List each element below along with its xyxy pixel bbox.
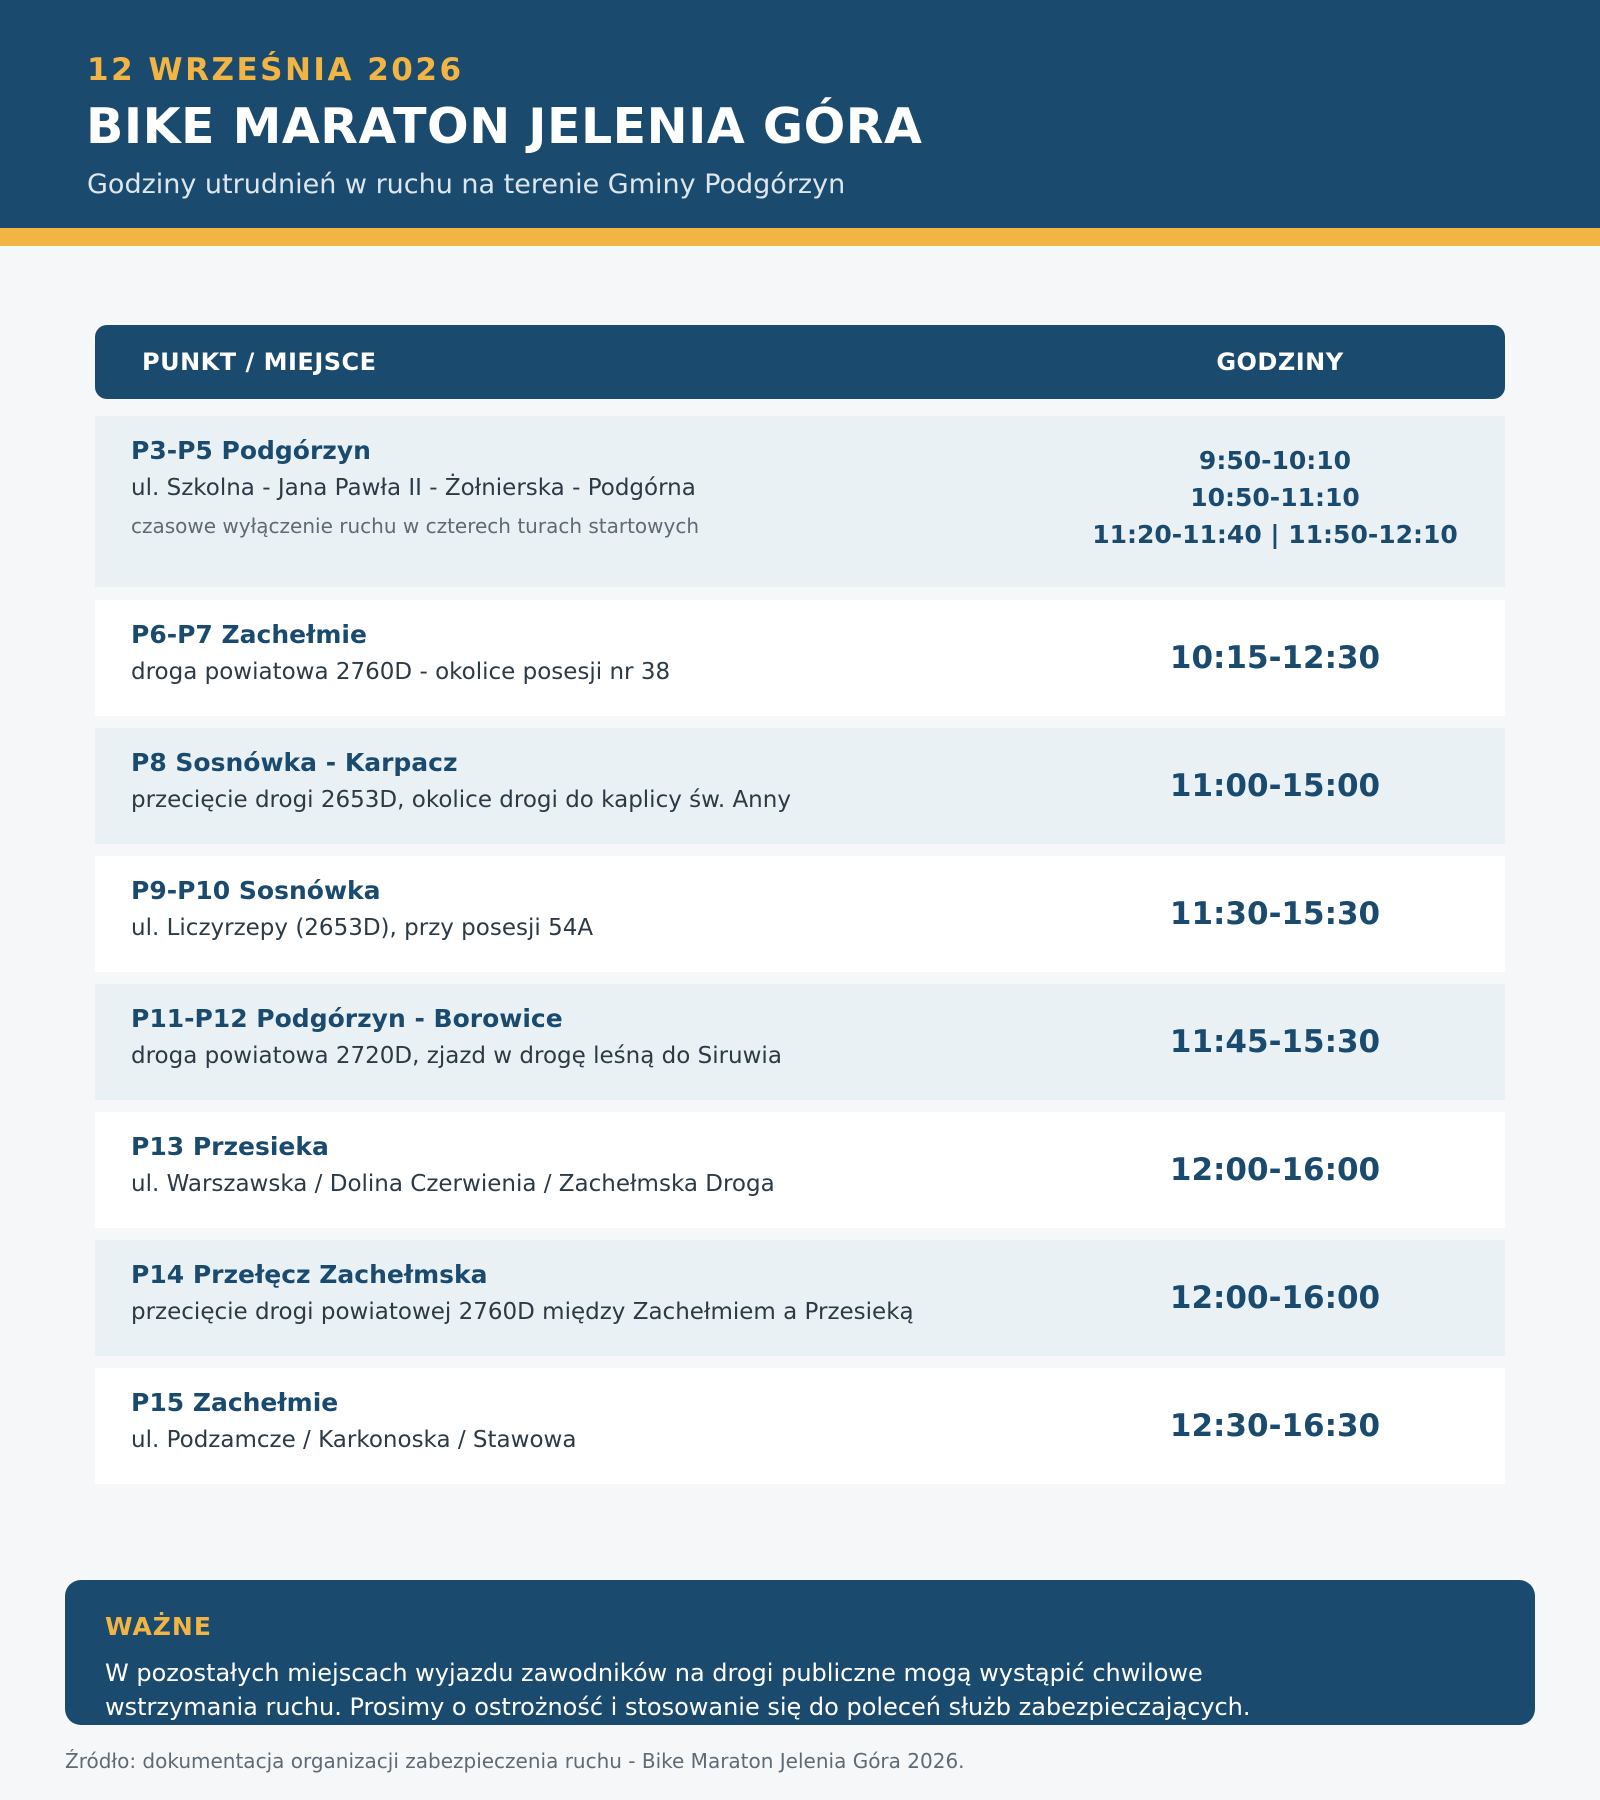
column-header-hours: GODZINY xyxy=(1216,348,1344,376)
row-place-name: P11-P12 Podgórzyn - Borowice xyxy=(131,1004,563,1033)
row-place-name: P9-P10 Sosnówka xyxy=(131,876,381,905)
table-row xyxy=(95,416,1505,587)
row-place-name: P3-P5 Podgórzyn xyxy=(131,436,371,465)
table-header xyxy=(95,325,1505,399)
row-hours xyxy=(1055,442,1495,553)
notice-line: W pozostałych miejscach wyjazdu zawodników na drogi publiczne mogą wystąpić chwilowe xyxy=(105,1659,1203,1687)
row-place-description: ul. Szkolna - Jana Pawła II - Żołnierska - Podgórna xyxy=(131,475,696,501)
page-subtitle: Godziny utrudnień w ruchu na terenie Gminy Podgórzyn xyxy=(87,169,846,200)
table-row xyxy=(95,1368,1505,1484)
row-hours: 12:00-16:00 xyxy=(1169,1280,1381,1316)
table-row xyxy=(95,1112,1505,1228)
row-place-description: przecięcie drogi 2653D, okolice drogi do kaplicy św. Anny xyxy=(131,787,791,813)
row-hours: 11:30-15:30 xyxy=(1169,896,1381,932)
table-row xyxy=(95,856,1505,972)
row-place-name: P13 Przesieka xyxy=(131,1132,329,1161)
notice-line: wstrzymania ruchu. Prosimy o ostrożność i stosowanie się do poleceń służb zabezpieczających. xyxy=(105,1693,1251,1721)
table-row xyxy=(95,1240,1505,1356)
important-notice xyxy=(65,1580,1535,1725)
header-accent-stripe xyxy=(0,228,1600,246)
row-hours: 12:00-16:00 xyxy=(1169,1152,1381,1188)
table-row xyxy=(95,984,1505,1100)
row-hours: 10:15-12:30 xyxy=(1169,640,1381,676)
row-place-note: czasowe wyłączenie ruchu w czterech turach startowych xyxy=(131,514,700,538)
table-row xyxy=(95,728,1505,844)
page-header xyxy=(0,0,1600,228)
row-place-name: P14 Przełęcz Zachełmska xyxy=(131,1260,488,1289)
column-header-place: PUNKT / MIEJSCE xyxy=(142,348,377,376)
row-place-description: ul. Podzamcze / Karkonoska / Stawowa xyxy=(131,1427,577,1453)
row-place-description: ul. Liczyrzepy (2653D), przy posesji 54A xyxy=(131,915,594,941)
row-hours: 11:45-15:30 xyxy=(1169,1024,1381,1060)
row-hours-slot: 10:50-11:10 xyxy=(1190,483,1360,512)
row-place-description: droga powiatowa 2720D, zjazd w drogę leśną do Siruwia xyxy=(131,1043,782,1069)
table-row xyxy=(95,600,1505,716)
row-hours: 12:30-16:30 xyxy=(1169,1408,1381,1444)
notice-text xyxy=(105,1656,1505,1724)
notice-title: WAŻNE xyxy=(105,1612,212,1641)
source-note: Źródło: dokumentacja organizacji zabezpieczenia ruchu - Bike Maraton Jelenia Góra 2026. xyxy=(65,1749,965,1773)
row-hours-slot: 11:20-11:40 | 11:50-12:10 xyxy=(1092,520,1458,549)
event-date: 12 WRZEŚNIA 2026 xyxy=(87,52,464,88)
row-place-description: droga powiatowa 2760D - okolice posesji nr 38 xyxy=(131,659,671,685)
row-hours: 11:00-15:00 xyxy=(1169,768,1381,804)
row-place-description: przecięcie drogi powiatowej 2760D między Zachełmiem a Przesieką xyxy=(131,1299,914,1325)
row-place-description: ul. Warszawska / Dolina Czerwienia / Zachełmska Droga xyxy=(131,1171,775,1197)
page-title: BIKE MARATON JELENIA GÓRA xyxy=(86,98,923,155)
row-place-name: P8 Sosnówka - Karpacz xyxy=(131,748,458,777)
row-place-name: P6-P7 Zachełmie xyxy=(131,620,367,649)
row-place-name: P15 Zachełmie xyxy=(131,1388,339,1417)
row-hours-slot: 9:50-10:10 xyxy=(1198,446,1352,475)
